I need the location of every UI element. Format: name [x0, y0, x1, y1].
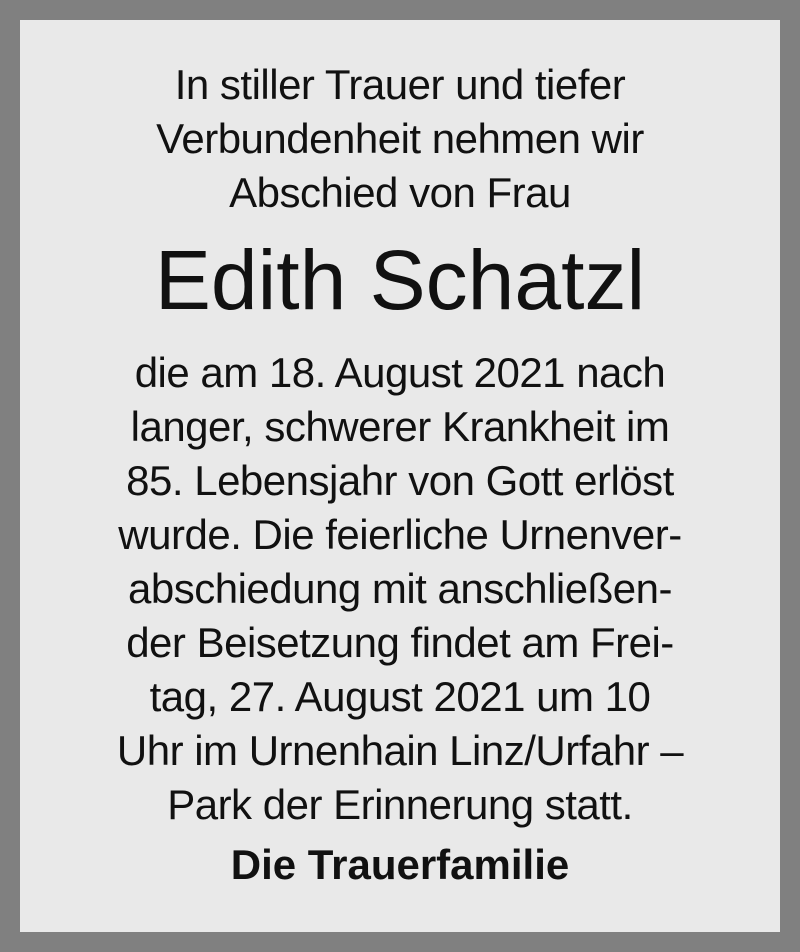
body-line: abschiedung mit anschließen- [128, 565, 672, 612]
body-line: wurde. Die feierliche Urnenver- [118, 511, 682, 558]
intro-line: Verbundenheit nehmen wir [156, 115, 644, 162]
signature: Die Trauerfamilie [230, 841, 570, 888]
body-line: Uhr im Urnenhain Linz/Urfahr – [116, 727, 684, 774]
obituary-notice [20, 20, 780, 932]
deceased-name: Edith Schatzl [154, 233, 646, 327]
intro-line: Abschied von Frau [229, 169, 571, 216]
body-line: der Beisetzung findet am Frei- [126, 619, 674, 666]
body-line: Park der Erinnerung statt. [167, 781, 633, 828]
intro-line: In stiller Trauer und tiefer [174, 61, 626, 108]
body-line: die am 18. August 2021 nach [134, 349, 666, 396]
body-line: tag, 27. August 2021 um 10 [149, 673, 651, 720]
body-line: 85. Lebensjahr von Gott erlöst [126, 457, 674, 504]
body-line: langer, schwerer Krankheit im [130, 403, 670, 450]
